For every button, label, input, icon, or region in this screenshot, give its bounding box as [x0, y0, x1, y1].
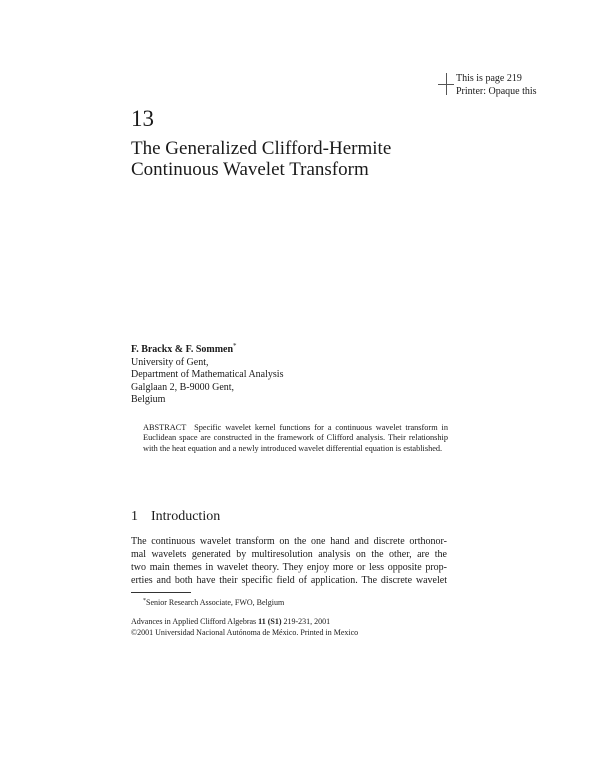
affiliation-line: Belgium	[131, 394, 166, 405]
page-number-note: This is page 219	[456, 73, 522, 84]
journal-pages-year: 219-231, 2001	[283, 617, 331, 626]
crop-mark-horizontal	[438, 84, 454, 85]
chapter-number: 13	[131, 106, 154, 131]
section-heading	[131, 508, 220, 526]
author-names: F. Brackx & F. Sommen	[131, 344, 234, 355]
affiliation-line: University of Gent,	[131, 356, 209, 368]
footnote-rule	[131, 592, 191, 593]
journal-name: Advances in Applied Clifford Algebras	[131, 617, 257, 626]
affiliation-line: Galglaan 2, B-9000 Gent,	[131, 381, 235, 393]
chapter-title	[131, 138, 391, 180]
abstract-text: Specific wavelet kernel functions for a continuous wavelet transform in Euclidean space are constructed in the framework of Clifford analysis. Their relationship with the heat equation and a newly introduced wavelet differential equation is established.	[143, 423, 448, 453]
copyright-line: ©2001 Universidad Nacional Autónoma de México. Printed in Mexico	[131, 628, 359, 637]
abstract	[143, 423, 448, 454]
chapter-title-line-2: Continuous Wavelet Transform	[131, 159, 369, 180]
body-text-line: two main themes in wavelet theory. They enjoy more or less opposite prop-	[131, 562, 447, 573]
footnote	[143, 598, 284, 608]
author-block	[131, 344, 283, 407]
printer-note: Printer: Opaque this	[456, 86, 537, 97]
footnote-text: Senior Research Associate, FWO, Belgium	[146, 598, 285, 607]
body-text-line: erties and both have their specific field of application. The discrete wavelet	[131, 575, 447, 586]
section-title: Introduction	[151, 509, 221, 524]
body-text-line: mal wavelets generated by multiresolution analysis on the other, are the	[131, 549, 447, 560]
section-number: 1	[131, 509, 138, 524]
affiliation-line: Department of Mathematical Analysis	[131, 369, 284, 380]
abstract-label: ABSTRACT	[143, 423, 187, 432]
author-names-line	[131, 344, 283, 357]
journal-volume: 11 (S1)	[258, 617, 282, 626]
body-text-line: The continuous wavelet transform on the one hand and discrete orthonor-	[131, 536, 447, 547]
chapter-title-line-1: The Generalized Clifford-Hermite	[131, 138, 392, 159]
citation-line	[131, 617, 330, 627]
author-footnote-mark: *	[233, 342, 237, 350]
footnote-mark: *	[143, 598, 146, 604]
